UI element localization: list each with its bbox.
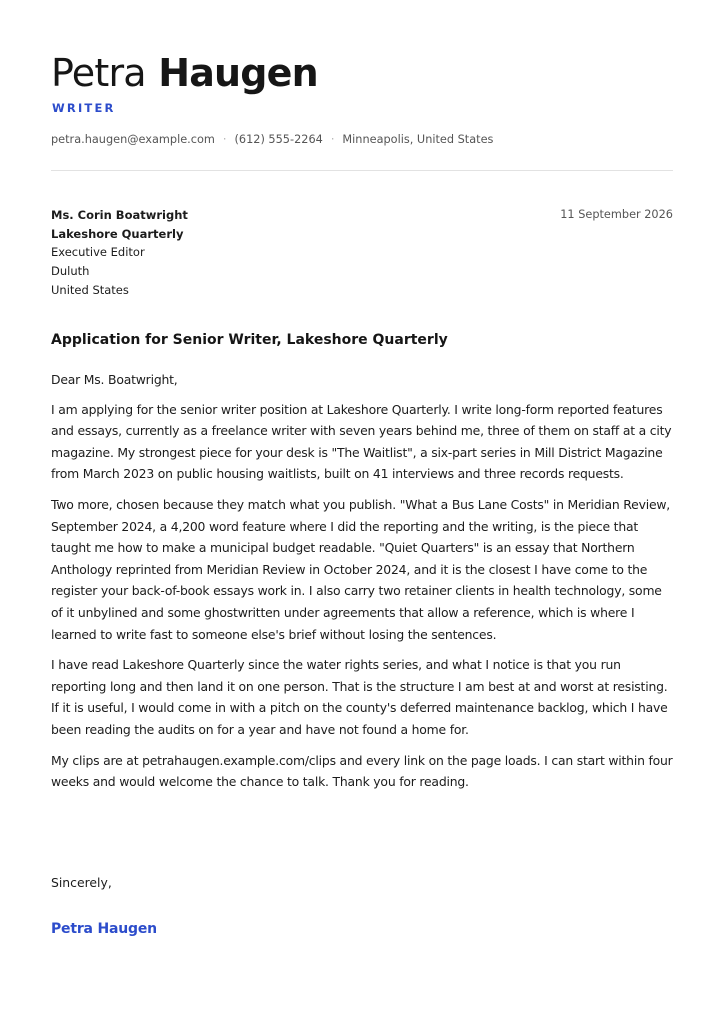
applicant-last-name: Haugen (158, 51, 318, 95)
contact-email[interactable]: petra.haugen@example.com (51, 133, 215, 146)
letter-subject: Application for Senior Writer, Lakeshore Quarterly (51, 332, 448, 348)
recipient-title: Executive Editor (51, 245, 145, 260)
body-paragraph: I have read Lakeshore Quarterly since the water rights series, and what I notice is that you run reporting long and then land it on one person. That is the structure I am best at and worst at resisting. If it is useful, I would come in with a pitch on the county's deferred maintenance backlog, which I have been reading the audits on for a year and have not found a home for. (51, 657, 668, 737)
body-paragraph: My clips are at petrahaugen.example.com/clips and every link on the page loads. I can start within four weeks and would welcome the chance to talk. Thank you for reading. (51, 752, 673, 790)
applicant-role: WRITER (52, 101, 116, 115)
contact-line (51, 133, 493, 146)
contact-separator: · (222, 133, 227, 146)
contact-separator: · (330, 133, 335, 146)
letter-date: 11 September 2026 (560, 208, 673, 221)
body-paragraph: Two more, chosen because they match what you publish. "What a Bus Lane Costs" in Meridian Review, September 2024, a 4,200 word feature where I did the reporting and the writing, is the piece that taught me how to make a municipal budget readable. "Quiet Quarters" is an essay that Northern Anthology reprinted from Meridian Review in October 2024, and it is the closest I have come to the register your back-of-book essays work in. I also carry two retainer clients in health technology, some of it unbylined and some ghostwritten under agreements that allow a reference, which is where I learned to write fast to someone else's brief without losing the sentences. (51, 496, 671, 642)
contact-location: Minneapolis, United States (342, 133, 494, 146)
recipient-country: United States (51, 282, 129, 297)
signature-name: Petra Haugen (51, 921, 157, 937)
letter-body (51, 369, 674, 802)
contact-phone[interactable]: (612) 555-2264 (234, 133, 323, 146)
recipient-city: Duluth (51, 264, 90, 279)
salutation: Dear Ms. Boatwright, (51, 372, 178, 387)
body-paragraph: I am applying for the senior writer position at Lakeshore Quarterly. I write long-form reported features and essays, currently as a freelance writer with seven years behind me, three of them on staff at a city magazine. My strongest piece for your desk is "The Waitlist", a six-part series in Mill District Magazine from March 2023 on public housing waitlists, built on 41 interviews and three records requests. (51, 401, 672, 482)
recipient-name: Ms. Corin Boatwright (51, 208, 188, 222)
applicant-name (51, 50, 318, 96)
letter-closing: Sincerely, (51, 875, 112, 890)
applicant-first-name: Petra (51, 51, 146, 95)
recipient-organization: Lakeshore Quarterly (51, 226, 184, 241)
header-divider (51, 170, 673, 171)
recipient-block (51, 206, 188, 300)
